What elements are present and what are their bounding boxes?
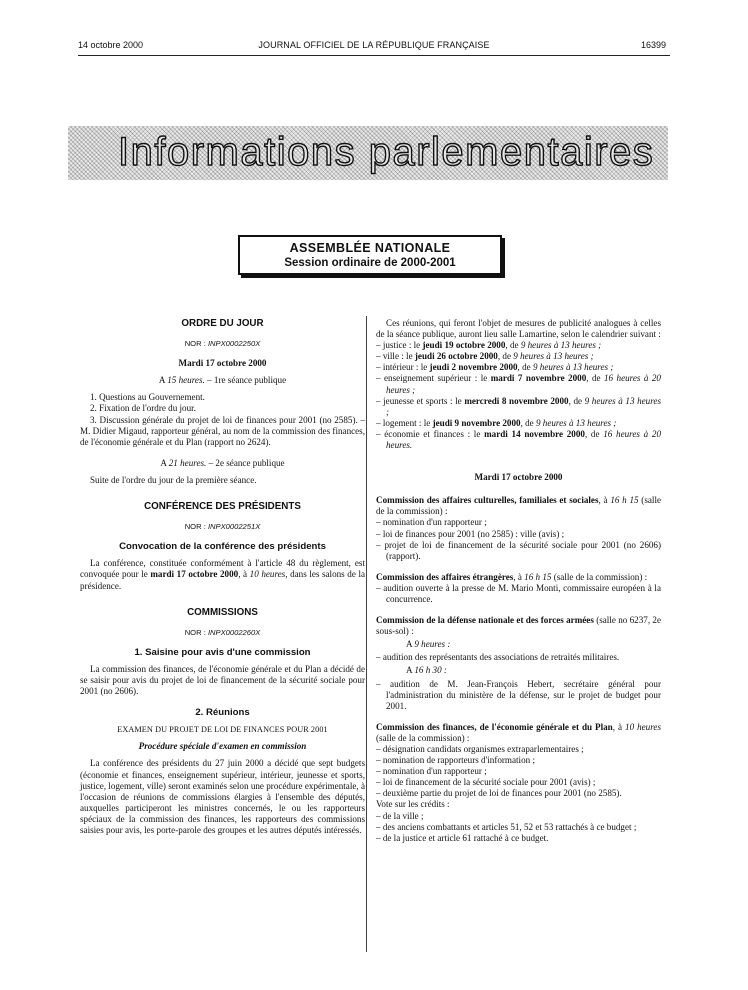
schedule-item: – intérieur : le jeudi 2 novembre 2000, de 9 heures à 13 heures ; <box>376 362 614 373</box>
commission-item: – audition ouverte à la presse de M. Mario Monti, commissaire européen à la concurrence. <box>376 582 661 604</box>
nor-commissions <box>80 627 365 638</box>
conference-text-a: La conférence, constituée conformément à l'article 48 du règlement, est convoquée pour le <box>80 558 365 580</box>
running-header <box>0 40 748 54</box>
defense-time-1: A 9 heures : <box>406 639 451 650</box>
conference-text-c: , dans les salons de la présidence. <box>80 569 366 591</box>
vote-item: – de la justice et article 61 rattaché à ce budget. <box>376 832 549 843</box>
seance-1 <box>80 375 365 386</box>
seance-1-label: – 1re séance publique <box>204 375 287 386</box>
section-heading-conference: CONFÉRENCE DES PRÉSIDENTS <box>144 501 301 513</box>
assembly-title: ASSEMBLÉE NATIONALE <box>289 241 451 255</box>
commissions-sub-2: 2. Réunions <box>195 707 250 719</box>
commissions-text-1: La commission des finances, de l'économie générale et du Plan a décidé de se saisir pour avis du projet de loi de financement de la sécurité sociale pour 2001 (no 2606). <box>80 663 365 697</box>
commission-item: – nomination d'un rapporteur ; <box>376 517 487 528</box>
section-heading-ordre: ORDRE DU JOUR <box>181 318 264 329</box>
seance-2-label: – 2e séance publique <box>206 457 285 468</box>
schedule-item: – économie et finances : le mardi 14 novembre 2000, de 16 heures à 20 heures. <box>376 428 661 451</box>
session-title: Session ordinaire de 2000-2001 <box>284 257 456 269</box>
schedule-item: – jeunesse et sports : le mercredi 8 novembre 2000, de 9 heures à 13 heures ; <box>376 395 662 417</box>
right-column <box>376 318 661 844</box>
nor-label: NOR : <box>184 522 206 532</box>
header-title: JOURNAL OFFICIEL DE LA RÉPUBLIQUE FRANÇAISE <box>258 40 490 50</box>
ordre-date: Mardi 17 octobre 2000 <box>178 358 267 369</box>
banner-title: Informations parlementaires <box>118 130 655 174</box>
conference-text-b: , à <box>238 569 250 580</box>
commission-item: – nomination d'un rapporteur ; <box>376 766 487 777</box>
column-separator <box>366 316 367 952</box>
conference-subheading: Convocation de la conférence des présidents <box>119 541 326 553</box>
section-heading-commissions: COMMISSIONS <box>187 606 258 618</box>
right-date: Mardi 17 octobre 2000 <box>474 472 563 483</box>
commission-item: – loi de financement de la sécurité sociale pour 2001 (avis) ; <box>376 777 596 788</box>
conference-date: mardi 17 octobre 2000 <box>150 569 239 580</box>
reunions-intro: Ces réunions, qui feront l'objet de mesures de publicité analogues à celles de la séance publique, auront lieu salle Lamartine, selon le calendrier suivant : <box>376 318 661 340</box>
defense-time-2: A 16 h 30 : <box>406 665 447 676</box>
header-date: 14 octobre 2000 <box>78 40 144 50</box>
seance-2-time: 21 heures. <box>168 457 207 468</box>
commission-item: – deuxième partie du projet de loi de finances pour 2001 (no 2585). <box>376 788 622 799</box>
commissions-italic: Procédure spéciale d'examen en commission <box>138 741 307 752</box>
commission-item: – projet de loi de financement de la sécurité sociale pour 2001 (no 2606) (rapport). <box>376 539 661 561</box>
seance-2 <box>80 458 365 469</box>
nor-code: INPX0002260X <box>207 627 261 637</box>
commission-culturelle: Commission des affaires culturelles, familiales et sociales, à 16 h 15 (salle de la commission) : <box>376 495 662 517</box>
seance-1-prefix: A <box>158 375 165 386</box>
nor-ordre <box>80 338 365 349</box>
vote-label: Vote sur les crédits : <box>376 799 450 810</box>
ordre-item: 1. Questions au Gouvernement. <box>90 392 205 403</box>
schedule-item: – logement : le jeudi 9 novembre 2000, de 9 heures à 13 heures ; <box>376 417 617 428</box>
ordre-item: 2. Fixation de l'ordre du jour. <box>90 403 196 414</box>
header-rule <box>78 55 670 56</box>
nor-code: INPX0002251X <box>207 522 261 532</box>
seance-2-prefix: A <box>160 457 167 468</box>
ordre-item: 3. Discussion générale du projet de loi de finances pour 2001 (no 2585). – M. Didier Migaud, rapporteur général, au nom de la commission des finances, de l'économie générale et du Plan (rapport no 2624). <box>80 414 365 447</box>
commissions-caps: EXAMEN DU PROJET DE LOI DE FINANCES POUR 2001 <box>117 725 328 735</box>
ordre-suite: Suite de l'ordre du jour de la première séance. <box>90 474 257 485</box>
commission-item: – nomination de rapporteurs d'information ; <box>376 755 535 766</box>
nor-label: NOR : <box>184 339 206 349</box>
left-column <box>80 318 365 836</box>
nor-label: NOR : <box>184 627 206 637</box>
page-number: 16399 <box>640 40 666 50</box>
commissions-sub-1: 1. Saisine pour avis d'une commission <box>134 646 311 658</box>
conference-time: 10 heures <box>249 569 286 580</box>
commission-item: – audition de M. Jean-François Hebert, secrétaire général pour l'administration du ministère de la défense, sur le projet de budget pour 2001. <box>376 678 661 711</box>
schedule-item: – justice : le jeudi 19 octobre 2000, de 9 heures à 13 heures ; <box>376 340 602 351</box>
commission-item: – loi de finances pour 2001 (no 2585) : ville (avis) ; <box>376 528 565 539</box>
vote-item: – de la ville ; <box>376 810 424 821</box>
schedule-item: – enseignement supérieur : le mardi 7 novembre 2000, de 16 heures à 20 heures ; <box>376 373 661 395</box>
commission-item: – audition des représentants des associations de retraités militaires. <box>376 652 620 663</box>
nor-conference <box>80 521 365 532</box>
seance-1-time: 15 heures. <box>167 375 205 386</box>
schedule-item: – ville : le jeudi 26 octobre 2000, de 9 heures à 13 heures ; <box>376 351 594 362</box>
commission-defense: Commission de la défense nationale et des forces armées (salle no 6237, 2e sous-sol) : <box>376 615 661 637</box>
nor-code: INPX0002250X <box>207 339 261 349</box>
vote-item: – des anciens combattants et articles 51, 52 et 53 rattachés à ce budget ; <box>376 821 637 832</box>
commissions-text-2: La conférence des présidents du 27 juin 2000 a décidé que sept budgets (économie et finances, enseignement supérieur, intérieur, jeunesse et sports, justice, logement, ville) seront examinés selon une procédure expérimentale, à l'occasion de réunions de commissions élargies à l'ensemble des députés, auxquelles participeront les ministres concernés, le ou les rapporteurs spéciaux de la commission des finances, les rapporteurs des commissions saisies pour avis, les porte-parole des groupes et les autres députés intéressés. <box>80 758 365 835</box>
assembly-box <box>238 235 502 275</box>
conference-text <box>80 558 365 591</box>
commission-etrangeres: Commission des affaires étrangères, à 16 h 15 (salle de la commission) : <box>376 571 648 582</box>
commission-finances: Commission des finances, de l'économie générale et du Plan, à 10 heures (salle de la commission) : <box>376 721 661 743</box>
commission-item: – désignation candidats organismes extraparlementaires ; <box>376 744 584 754</box>
